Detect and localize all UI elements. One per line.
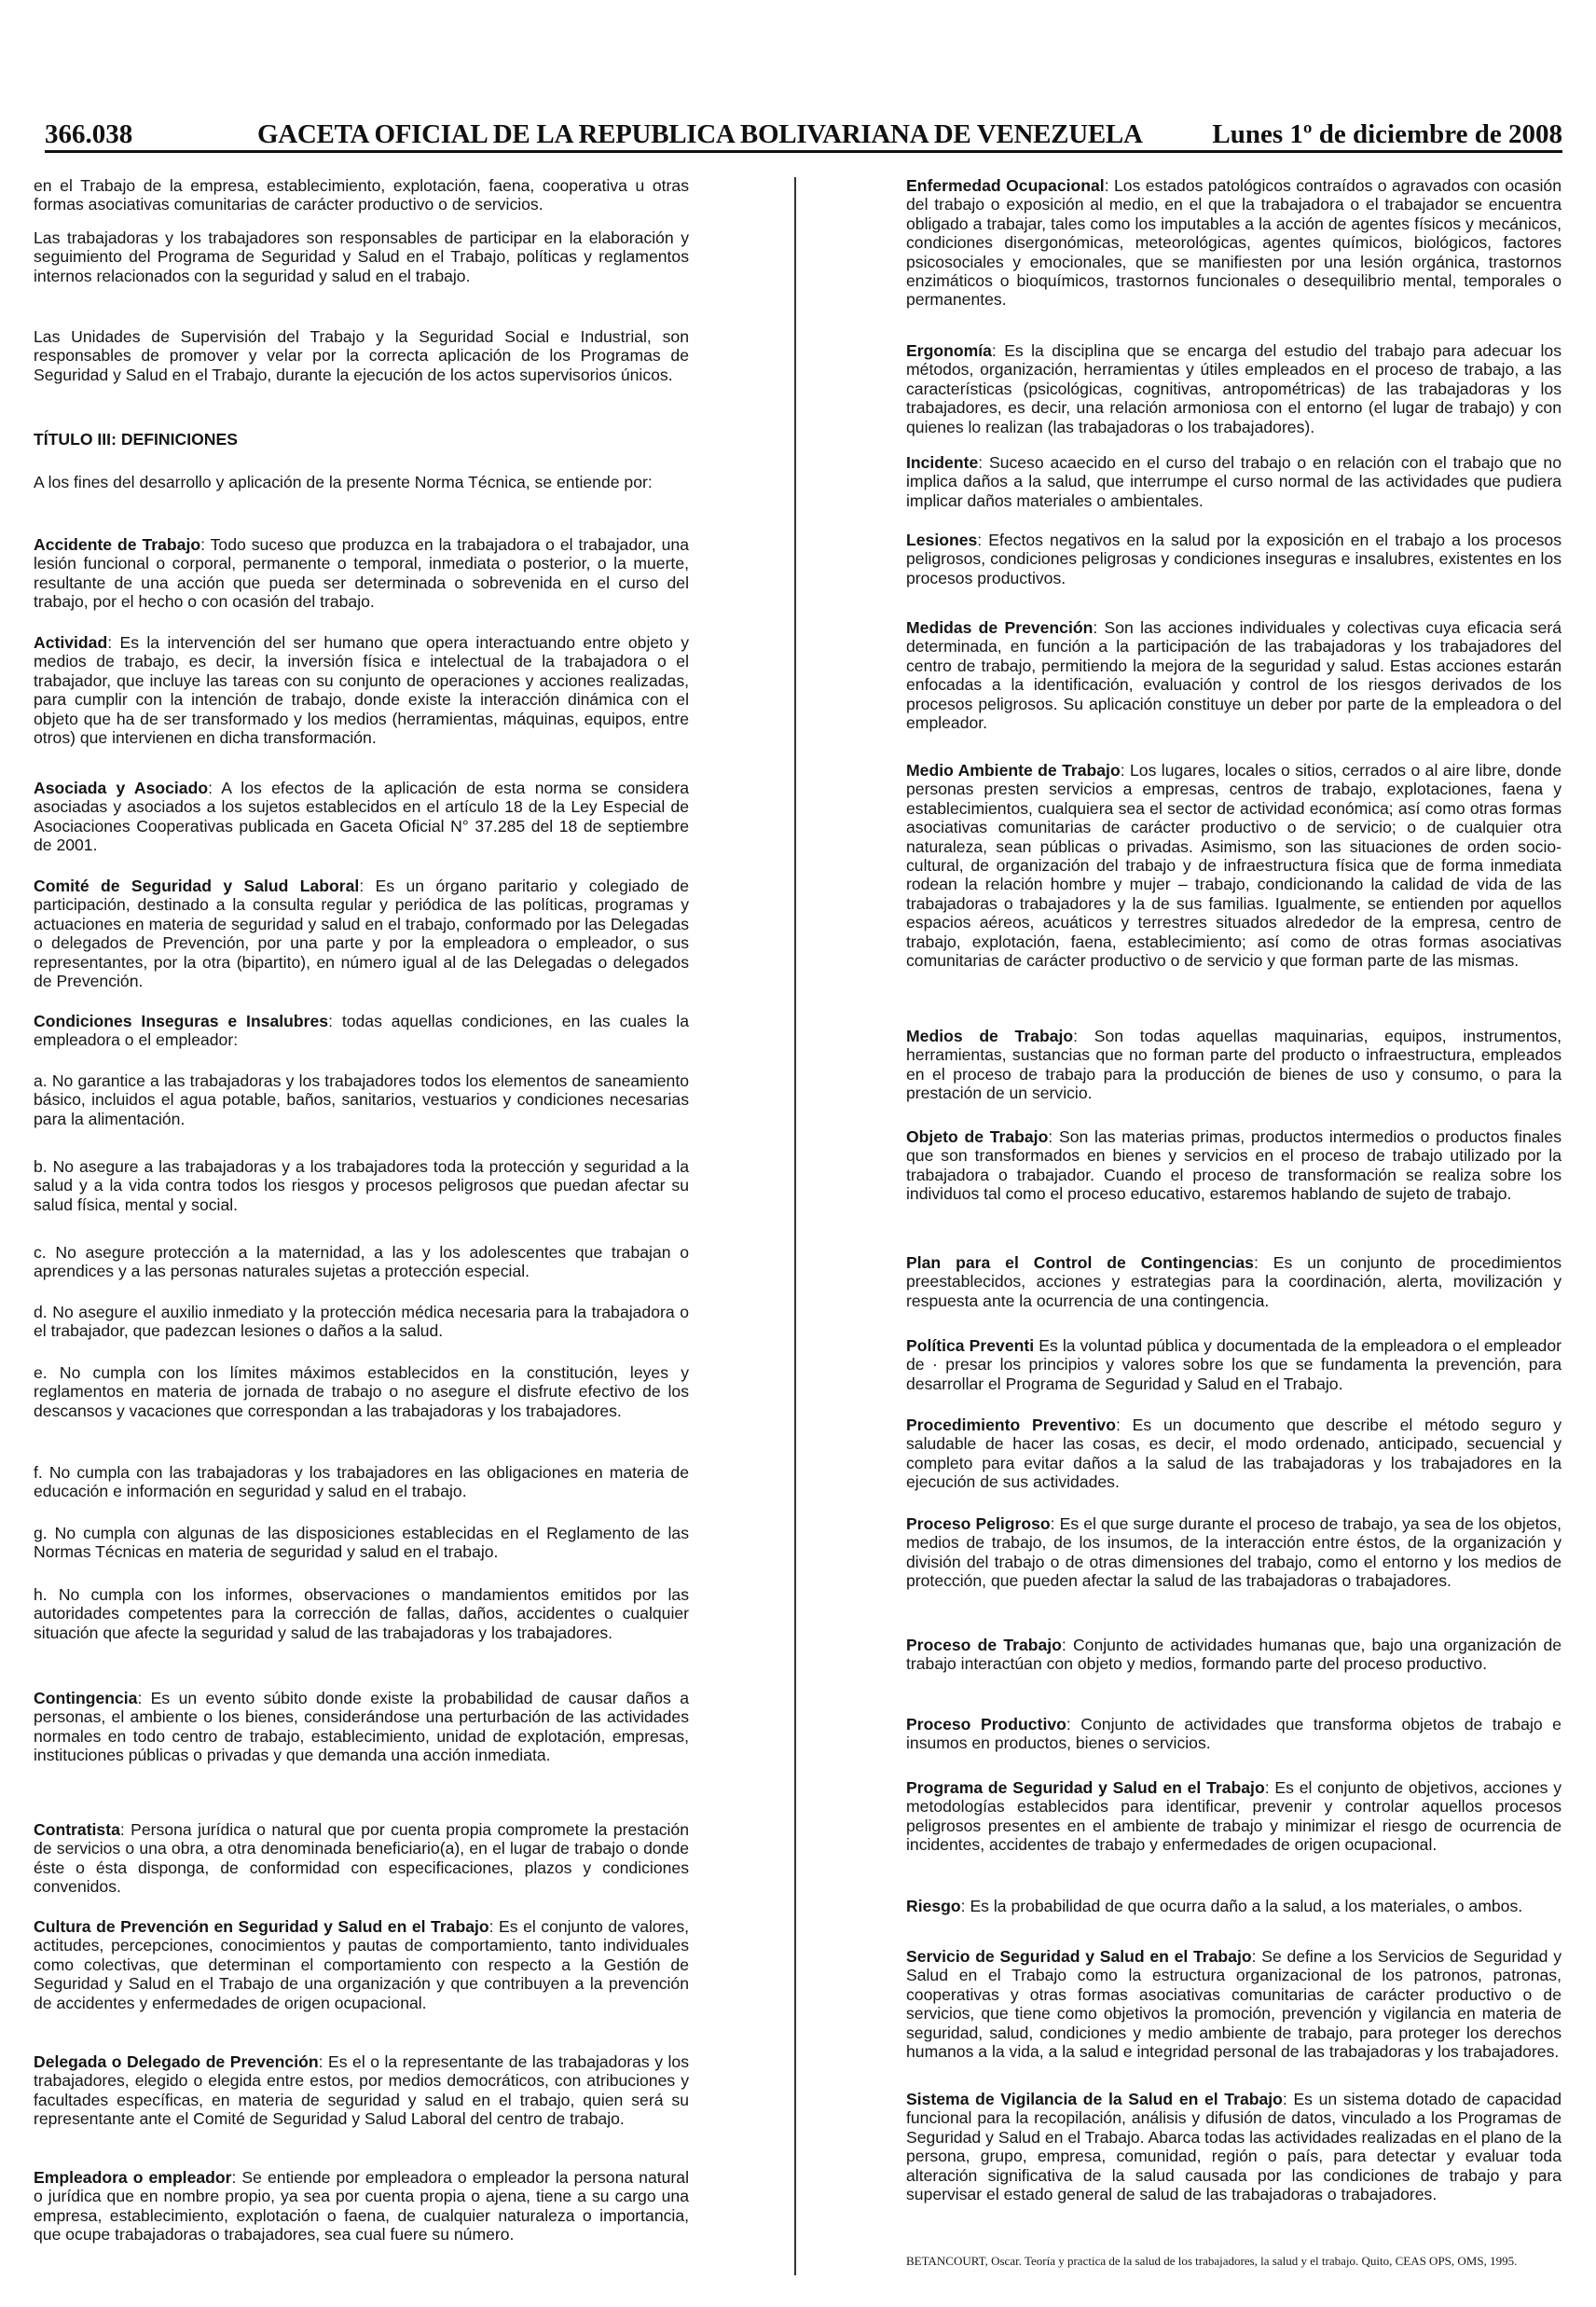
definition-riesgo-text: : Es la probabilidad de que ocurra daño a la salud, a los materiales, o ambos. [960,1897,1523,1915]
definition-delegada-text: : Es el o la representante de las trabajadoras y los trabajadores, elegido o elegida entre estos, por medios democráticos, con atribuciones y facultades específicas, en materia de seguridad y salud en el trabajo, quien será su representante ante el Comité de Seguridad y Salud Laboral del centro de trabajo. [34,2052,689,2129]
term-empleadora: Empleadora o empleador [34,2168,232,2187]
definition-medidas-text: : Son las acciones individuales y colectivas cuya eficacia será determinada, en función a la participación de las trabajadoras y los trabajadores del centro de trabajo, permitiendo la mejora de la seguridad y salud. Estas acciones estarán enfocadas a la identificación, evaluación y control de los riesgos derivados de los procesos peligrosos. Su aplicación constituye un deber por parte de la empleadora o del empleador. [906,618,1562,733]
definition-condiciones [34,1012,689,1050]
definition-sistema-text: : Es un sistema dotado de capacidad funcional para la recopilación, análisis y difusión de datos, vinculado a los Programas de Seguridad y Salud en el Trabajo. Abarca todas las actividades realizadas en el plano de la persona, grupo, empresa, comunidad, región o país, para detectar y evaluar toda alteración significativa de la salud causada por las condiciones de trabajo y para supervisar el estado general de salud de las trabajadoras o trabajadores. [906,2090,1562,2204]
footnote: BETANCOURT, Oscar. Teoría y practica de la salud de los trabajadores, la salud y el trabajo. Quito, CEAS OPS, OMS, 1995. [906,2254,1518,2268]
definition-comite-text: : Es un órgano paritario y colegiado de participación, destinado a la consulta regular y periódica de las políticas, programas y actuaciones en materia de seguridad y salud en el trabajo, conformado por las Delegadas o delegados de Prevención, por una parte y por la empleadora o empleador, o sus representantes, por la otra (bipartito), en número igual al de las Delegadas o delegados de Prevención. [34,877,689,991]
term-procedimiento: Procedimiento Preventivo [906,1416,1116,1434]
publication-title: GACETA OFICIAL DE LA REPUBLICA BOLIVARIANA DE VENEZUELA [257,119,1143,149]
definition-enfermedad-text: : Los estados patológicos contraídos o agravados con ocasión del trabajo o exposición al medio, en el que la trabajadora o el trabajador se encuentra obligado a trabajar, tales como los imputables a la acción de agentes físicos y mecánicos, condiciones disergonómicas, meteorológicas, agentes químicos, biológicos, factores psicosociales y emocionales, que se manifiesten por una lesión orgánica, trastornos enzimáticos o bioquímicos, trastornos funcionales o desequilibrio mental, temporales o permanentes. [906,176,1562,310]
definition-objeto-text: : Son las materias primas, productos intermedios o productos finales que son transformados en bienes y servicios en el proceso de trabajo utilizado por la trabajadora o trabajador. Cuando el proceso de transformación se realiza sobre los individuos tal como el proceso educativo, estaremos hablando de sujeto de trabajo. [906,1127,1562,1204]
list-item-g: g. No cumpla con algunas de las disposiciones establecidas en el Reglamento de las Normas Técnicas en materia de seguridad y salud en el trabajo. [34,1524,689,1562]
list-item-b: b. No asegure a las trabajadoras y a los trabajadores toda la protección y seguridad a la salud y a la vida contra todos los riesgos y procesos peligrosos que puedan afectar su salud física, mental y social. [34,1157,689,1214]
term-sistema: Sistema de Vigilancia de la Salud en el Trabajo [906,2090,1283,2108]
definition-empleadora [34,2168,689,2245]
definition-medios-text: : Son todas aquellas maquinarias, equipos, instrumentos, herramientas, sustancias que no forman parte del producto o infraestructura, empleados en el proceso de trabajo para la producción de bienes de uso y consumo, o para la prestación de un servicio. [906,1027,1562,1103]
definition-medio-ambiente [906,761,1562,970]
definition-incidente-text: : Suceso acaecido en el curso del trabajo o en relación con el trabajo que no implica daños a la salud, que interrumpe el curso normal de las actividades que pudiera implicar daños materiales o ambientales. [906,453,1562,510]
paragraph-fines: A los fines del desarrollo y aplicación de la presente Norma Técnica, se entiende por: [34,473,653,491]
term-proceso-trabajo: Proceso de Trabajo [906,1636,1062,1654]
definition-programa [906,1778,1562,1855]
definition-proceso-productivo [906,1715,1562,1753]
paragraph-responsables: Las trabajadoras y los trabajadores son responsables de participar en la elaboración y seguimiento del Programa de Seguridad y Salud en el Trabajo, políticas y reglamentos internos relacionados con la seguridad y salud en el trabajo. [34,228,689,285]
term-enfermedad: Enfermedad Ocupacional [906,176,1105,195]
definition-proceso-peligroso [906,1514,1562,1591]
term-proceso-peligroso: Proceso Peligroso [906,1514,1051,1533]
issue-date: Lunes 1º de diciembre de 2008 [1212,119,1562,149]
term-delegada: Delegada o Delegado de Prevención [34,2052,319,2071]
definition-incidente [906,453,1562,510]
term-actividad: Actividad [34,633,108,652]
list-item-c: c. No asegure protección a la maternidad, a las y los adolescentes que trabajan o aprendices y a las personas naturales sujetas a protección especial. [34,1243,689,1281]
term-servicio: Servicio de Seguridad y Salud en el Trabajo [906,1947,1252,1966]
definition-asociada-text: : A los efectos de la aplicación de esta norma se considera asociadas y asociados a los sujetos establecidos en el artículo 18 de la Ley Especial de Asociaciones Cooperativas publicada en Gaceta Oficial N° 37.285 del 18 de septiembre de 2001. [34,779,690,855]
definition-lesiones [906,531,1562,587]
definition-politica-text: Es la voluntad pública y documentada de la empleadora o el empleador de · presar los principios y valores sobre los que se fundamenta la prevención, para desarrollar el Programa de Seguridad y Salud en el Trabajo. [906,1336,1562,1393]
definition-comite [34,877,689,990]
intro-continuation: en el Trabajo de la empresa, establecimiento, explotación, faena, cooperativa u otras formas asociativas comunitarias de carácter productivo o de servicios. [34,176,689,214]
term-politica: Política Preventi [906,1336,1035,1355]
definition-plan-text: : Es un conjunto de procedimientos preestablecidos, acciones y estrategias para la coordinación, alerta, movilización y respuesta ante la ocurrencia de una contingencia. [906,1253,1562,1310]
term-objeto: Objeto de Trabajo [906,1127,1049,1146]
definition-servicio [906,1947,1562,2061]
definition-cultura-text: : Es el conjunto de valores, actitudes, percepciones, conocimientos y pautas de comportamiento, tanto individuales como colectivas, que determinan el comportamiento con respecto a la Gestión de Seguridad y Salud en el Trabajo de una organización y que contribuyen a la prevención de accidentes y enfermedades de origen ocupacional. [34,1917,690,2012]
term-riesgo: Riesgo [906,1897,961,1915]
definition-enfermedad [906,176,1562,310]
definition-programa-text: : Es el conjunto de objetivos, acciones y metodologías establecidos para identificar, prevenir y controlar aquellos procesos peligrosos presentes en el ambiente de trabajo y minimizar el riesgo de ocurrencia de incidentes, accidentes de trabajo y enfermedades de origen ocupacional. [906,1778,1562,1855]
definition-lesiones-text: : Efectos negativos en la salud por la exposición en el trabajo a los procesos peligrosos, condiciones peligrosas y condiciones inseguras e insalubres, existentes en los procesos productivos. [906,531,1562,587]
term-plan: Plan para el Control de Contingencias [906,1253,1254,1272]
definition-contratista [34,1820,689,1897]
paragraph-unidades: Las Unidades de Supervisión del Trabajo y la Seguridad Social e Industrial, son responsables de promover y velar por la correcta aplicación de los Programas de Seguridad y Salud en el Trabajo, durante la ejecución de los actos supervisorios únicos. [34,327,689,384]
term-incidente: Incidente [906,453,979,472]
term-comite: Comité de Seguridad y Salud Laboral [34,877,360,895]
definition-actividad [34,633,689,747]
term-programa: Programa de Seguridad y Salud en el Trabajo [906,1778,1265,1797]
definition-contingencia [34,1689,689,1765]
list-item-a: a. No garantice a las trabajadoras y los trabajadores todos los elementos de saneamiento básico, incluidos el agua potable, baños, sanitarios, vestuarios y condiciones necesarias para la alimentación. [34,1071,689,1128]
definition-sistema [906,2090,1562,2203]
term-medidas: Medidas de Prevención [906,618,1094,637]
term-asociada: Asociada y Asociado [34,779,209,797]
definition-empleadora-text: : Se entiende por empleadora o empleador la persona natural o jurídica que en nombre propio, ya sea por cuenta propia o ajena, tiene a su cargo una empresa, establecimiento, explotación o faena, de cualquier naturaleza o importancia, que ocupe trabajadoras o trabajadores, sea cual fuere su número. [34,2168,689,2245]
term-proceso-productivo: Proceso Productivo [906,1715,1066,1734]
term-cultura: Cultura de Prevención en Seguridad y Salud en el Trabajo [34,1917,489,1936]
list-item-e: e. No cumpla con los límites máximos establecidos en la constitución, leyes y reglamentos en materia de jornada de trabajo o no asegure el disfrute efectivo de los descansos y vacaciones que correspondan a las trabajadoras y los trabajadores. [34,1363,689,1420]
term-contratista: Contratista [34,1820,120,1839]
list-item-f: f. No cumpla con las trabajadoras y los trabajadores en las obligaciones en materia de educación e información en seguridad y salud en el trabajo. [34,1463,689,1501]
list-item-d: d. No asegure el auxilio inmediato y la protección médica necesaria para la trabajadora o el trabajador, que padezcan lesiones o daños a la salud. [34,1303,689,1341]
term-lesiones: Lesiones [906,531,978,549]
term-accidente: Accidente de Trabajo [34,535,201,554]
definition-riesgo [906,1897,1562,1915]
definition-actividad-text: : Es la intervención del ser humano que opera interactuando entre objeto y medios de trabajo, es decir, la inversión física e intelectual de la trabajadora o el trabajador, que incluye las tareas con su conjunto de operaciones y acciones realizadas, para cumplir con la intención de trabajo, donde existe la interacción dinámica con el objeto que ha de ser transformado y los medios (herramientas, máquinas, equipos, entre otros) que intervienen en dicha transformación. [34,633,689,748]
definition-procedimiento-text: : Es un documento que describe el método seguro y saludable de hacer las cosas, es decir, el modo ordenado, anticipado, secuencial y completo para evitar daños a la salud de las trabajadoras y los trabajadores en la ejecución de sus actividades. [906,1416,1562,1492]
definition-proceso-productivo-text: : Conjunto de actividades que transforma objetos de trabajo e insumos en productos, bienes o servicios. [906,1715,1562,1753]
definition-medidas [906,618,1562,732]
term-condiciones: Condiciones Inseguras e Insalubres [34,1012,329,1030]
definition-cultura [34,1917,689,2012]
definition-condiciones-text: : todas aquellas condiciones, en las cuales la empleadora o el empleador: [34,1012,690,1050]
definition-delegada [34,2052,689,2129]
definition-servicio-text: : Se define a los Servicios de Seguridad y Salud en el Trabajo como la estructura organizacional de los patronos, patronas, cooperativas y otras formas asociativas comunitarias de carácter productivo o de servicios, que tiene como objetivos la promoción, prevención y vigilancia en materia de seguridad, salud, condiciones y medio ambiente de trabajo, para proteger los derechos humanos a la vida, a la salud e integridad personal de las trabajadoras y los trabajadores. [906,1947,1562,2062]
definition-contratista-text: : Persona jurídica o natural que por cuenta propia compromete la prestación de servicios o una obra, a otra denominada beneficiario(a), en el lugar de trabajo o donde éste o ésta disponga, de conformidad con especificaciones, plazos y condiciones convenidos. [34,1820,689,1897]
term-contingencia: Contingencia [34,1689,138,1707]
column-divider [794,177,796,2275]
definition-ergonomia [906,341,1562,436]
definition-medios [906,1027,1562,1103]
definition-procedimiento [906,1416,1562,1492]
header-rule [45,150,1562,153]
definition-plan [906,1253,1562,1310]
definition-politica [906,1336,1562,1393]
definition-proceso-trabajo [906,1636,1562,1674]
definition-ergonomia-text: : Es la disciplina que se encarga del estudio del trabajo para adecuar los métodos, organización, herramientas y útiles empleados en el proceso de trabajo, a las características (psicológicas, cognitivas, antropométricas) de las trabajadoras y los trabajadores, es decir, una relación armoniosa con el entorno (el lugar de trabajo) y con quienes lo realizan (las trabajadoras o los trabajadores). [906,341,1562,436]
definition-proceso-peligroso-text: : Es el que surge durante el proceso de trabajo, ya sea de los objetos, medios de trabajo, de los insumos, de la interacción entre éstos, de la organización y división del trabajo o de otras dimensiones del trabajo, como el entorno y los medios de protección, que pueden afectar la salud de las trabajadoras o trabajadores. [906,1514,1562,1591]
definition-contingencia-text: : Es un evento súbito donde existe la probabilidad de causar daños a personas, el ambiente o los bienes, considerándose una perturbación de las actividades normales en todo centro de trabajo, establecimiento, unidad de explotación, empresas, instituciones públicas o privadas y que demanda una acción inmediata. [34,1689,689,1765]
definition-medio-ambiente-text: : Los lugares, locales o sitios, cerrados o al aire libre, donde personas presten servicios a empresas, centros de trabajo, explotaciones, faena y establecimientos, cualquiera sea el sector de actividad económica; así como otras formas asociativas comunitarias de carácter productivo o de servicio; o de cualquier otra naturaleza, sean públicas o privadas. Asimismo, son las situaciones de orden socio-cultural, de organización del trabajo y de infraestructura física que de forma inmediata rodean la relación hombre y mujer – trabajo, condicionando la calidad de vida de las trabajadoras o trabajadores y la de sus familias. Igualmente, se entienden por aquellos espacios aéreos, acuáticos y terrestres situados alrededor de la empresa, centro de trabajo, explotación, faena, establecimiento; así como de otras formas asociativas comunitarias de carácter productivo o de servicio y que forman parte de las mismas. [906,761,1562,971]
term-medio-ambiente: Medio Ambiente de Trabajo [906,761,1121,780]
page-number: 366.038 [45,119,133,149]
definition-objeto [906,1127,1562,1204]
list-item-h: h. No cumpla con los informes, observaciones o mandamientos emitidos por las autoridades competentes para la corrección de fallas, daños, accidentes o cualquier situación que afecte la seguridad y salud de las trabajadoras y los trabajadores. [34,1585,689,1642]
definition-asociada [34,779,689,855]
definition-accidente [34,535,689,612]
term-medios: Medios de Trabajo [906,1027,1074,1045]
definition-accidente-text: : Todo suceso que produzca en la trabajadora o el trabajador, una lesión funcional o corporal, permanente o temporal, inmediata o posterior, o la muerte, resultante de una acción que pueda ser determinada o sobrevenida en el curso del trabajo, por el hecho o con ocasión del trabajo. [34,535,689,612]
section-title-iii: TÍTULO III: DEFINICIONES [34,430,238,449]
definition-proceso-trabajo-text: : Conjunto de actividades humanas que, bajo una organización de trabajo interactúan con objeto y medios, formando parte del proceso productivo. [906,1636,1562,1674]
term-ergonomia: Ergonomía [906,341,992,360]
page-header [45,116,1562,153]
